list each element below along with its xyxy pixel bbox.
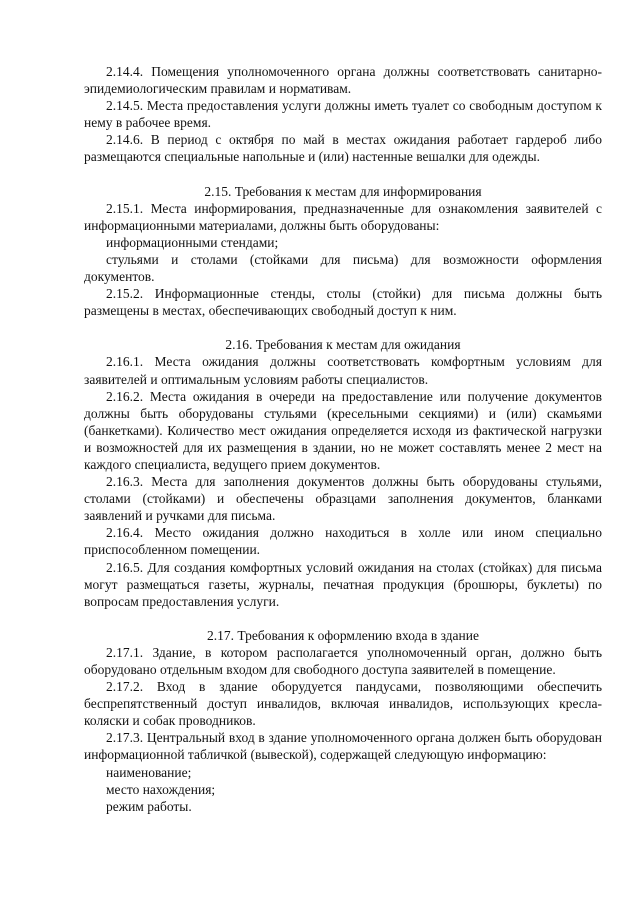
list-item-info-stands: информационными стендами; [106, 234, 279, 250]
paragraph-2-17-2: 2.17.2. Вход в здание оборудуется пандусами, позволяющими обеспечить беспрепятственный доступ инвалидов, включая инвалидов, использующих кресла-коляски и собак проводников. [84, 679, 602, 729]
section-spacer [84, 319, 602, 336]
heading-2-16: 2.16. Требования к местам для ожидания [225, 337, 461, 353]
list-item-location: место нахождения; [106, 781, 216, 797]
paragraph-2-16-4: 2.16.4. Место ожидания должно находиться в холле или ином специально приспособленном помещении. [84, 525, 602, 558]
paragraph-2-17-3: 2.17.3. Центральный вход в здание уполномоченного органа должен быть оборудован информационной табличкой (вывеской), содержащей следующую информацию: [84, 730, 602, 763]
paragraph-2-16-1: 2.16.1. Места ожидания должны соответствовать комфортным условиям для заявителей и оптимальным условиям работы специалистов. [84, 354, 602, 387]
paragraph-2-15-2: 2.15.2. Информационные стенды, столы (стойки) для письма должны быть размещены в местах, обеспечивающих свободный доступ к ним. [84, 286, 602, 319]
paragraph-2-15-1: 2.15.1. Места информирования, предназначенные для ознакомления заявителей с информационными материалами, должны быть оборудованы: [84, 200, 602, 233]
paragraph-2-14-4: 2.14.4. Помещения уполномоченного органа должны соответствовать санитарно-эпидемиологическим правилам и нормативам. [84, 64, 602, 97]
section-spacer [84, 610, 602, 627]
paragraph-2-14-5: 2.14.5. Места предоставления услуги должны иметь туалет со свободным доступом к нему в рабочее время. [84, 98, 602, 131]
paragraph-2-16-2: 2.16.2. Места ожидания в очереди на предоставление или получение документов должны быть оборудованы стульями (кресельными секциями) и (или) скамьями (банкетками). Количество мест ожидания определяется исходя из фактической нагрузки и возможностей для их размещения в здании, но не может составлять менее 2 мест на каждого специалиста, ведущего прием документов. [84, 388, 602, 472]
document-body [84, 63, 602, 815]
section-spacer [84, 166, 602, 183]
list-item-working-hours: режим работы. [106, 798, 192, 814]
paragraph-2-14-6: 2.14.6. В период с октября по май в местах ожидания работает гардероб либо размещаются специальные напольные и (или) настенные вешалки для одежды. [84, 132, 602, 165]
paragraph-2-15-1-chairs: стульями и столами (стойками для письма) для возможности оформления документов. [84, 251, 602, 285]
heading-2-15: 2.15. Требования к местам для информирования [204, 183, 482, 199]
list-item-name: наименование; [106, 764, 192, 780]
paragraph-2-16-3: 2.16.3. Места для заполнения документов должны быть оборудованы стульями, столами (стойками) и обеспечены образцами заполнения документов, бланками заявлений и ручками для письма. [84, 474, 602, 524]
heading-2-17: 2.17. Требования к оформлению входа в здание [207, 627, 479, 643]
paragraph-2-17-1: 2.17.1. Здание, в котором располагается уполномоченный орган, должно быть оборудовано отдельным входом для свободного доступа заявителей в помещение. [84, 644, 602, 677]
paragraph-2-16-5: 2.16.5. Для создания комфортных условий ожидания на столах (стойках) для письма могут размещаться газеты, журналы, печатная продукция (брошюры, буклеты) по вопросам предоставления услуги. [84, 559, 602, 609]
